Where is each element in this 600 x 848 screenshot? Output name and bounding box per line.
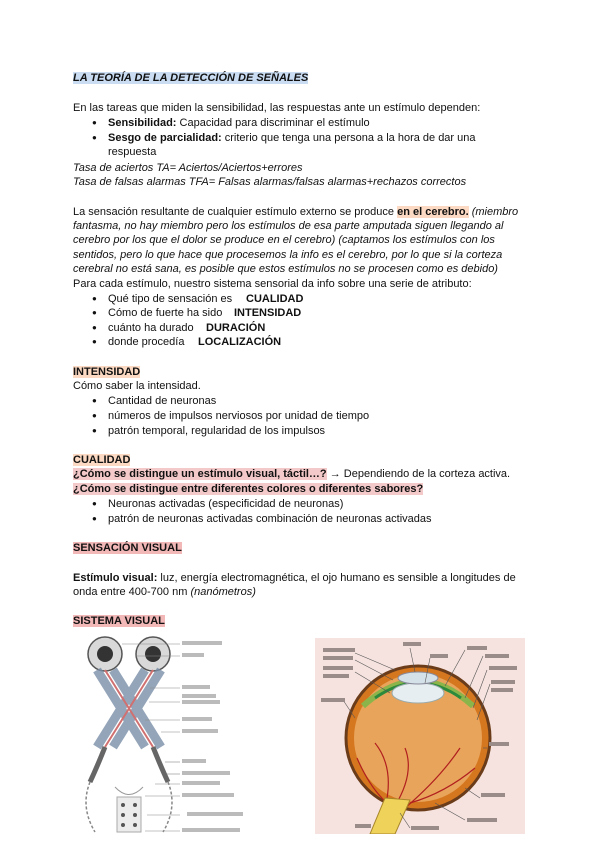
list-item: ● Sesgo de parcialidad: criterio que tenga una persona a la hora de dar una respuesta [108,131,498,159]
intensidad-intro: Cómo saber la intensidad. [73,380,201,392]
heading-sistema-visual: SISTEMA VISUAL [73,615,165,627]
intro-sensitivity: En las tareas que miden la sensibilidad, las respuestas ante un estímulo dependen: [73,102,481,114]
list-item: ● patrón temporal, regularidad de los impulsos [108,424,325,438]
sensation-line: Para cada estímulo, nuestro sistema sensorial da info sobre una serie de atributo: [73,278,472,290]
cualidad-q1: ¿Cómo se distingue un estímulo visual, táctil…? → Dependiendo de la corteza activa. [73,468,511,480]
heading-cualidad: CUALIDAD [73,454,131,466]
list-item: ● donde procedía LOCALIZACIÓN [108,335,184,349]
estimulo-visual: onda entre 400-700 nm (nanómetros) [73,586,256,598]
list-item: ● Cantidad de neuronas [108,394,216,408]
list-item: ● Neuronas activadas (especificidad de neuronas) [108,497,343,511]
list-item: ● Cómo de fuerte ha sido INTENSIDAD [108,306,222,320]
sensation-line: La sensación resultante de cualquier estímulo externo se produce en el cerebro. (miembro [73,206,519,218]
sensation-line: fantasma, no hay miembro pero los estímulos de esa parte amputada siguen llegando al [73,220,504,232]
sensation-line: cerebral no está sana, es posible que estos estímulos no se procesen como es debido) [73,263,498,275]
section-title-tds: LA TEORÍA DE LA DETECCIÓN DE SEÑALES [73,72,309,84]
list-item: ● patrón de neuronas activadas combinación de neuronas activadas [108,512,432,526]
sensation-line: sentidos, pero lo que hace que procesemos la info es el cerebro, por lo que si la corteza [73,249,503,261]
visual-pathway-diagram [75,632,290,848]
list-item: ● números de impulsos nerviosos por unidad de tiempo [108,409,369,423]
heading-intensidad: INTENSIDAD [73,366,141,378]
eye-anatomy-diagram [315,638,525,834]
list-item: ● Qué tipo de sensación es CUALIDAD [108,292,232,306]
list-item: ● cuánto ha durado DURACIÓN [108,321,194,335]
list-item: ● Sensibilidad: Capacidad para discriminar el estímulo [108,116,370,130]
sensation-line: cerebro por los que el dolor se produce en el cerebro) (captamos los estímulos con los [73,234,495,246]
heading-sensacion-visual: SENSACIÓN VISUAL [73,542,182,554]
cualidad-q2: ¿Cómo se distingue entre diferentes colores o diferentes sabores? [73,483,424,495]
estimulo-visual: Estímulo visual: luz, energía electromagnética, el ojo humano es sensible a longitudes de [73,572,516,584]
formula-tfa: Tasa de falsas alarmas TFA= Falsas alarmas/falsas alarmas+rechazos correctos [73,176,467,188]
formula-ta: Tasa de aciertos TA= Aciertos/Aciertos+errores [73,162,303,174]
